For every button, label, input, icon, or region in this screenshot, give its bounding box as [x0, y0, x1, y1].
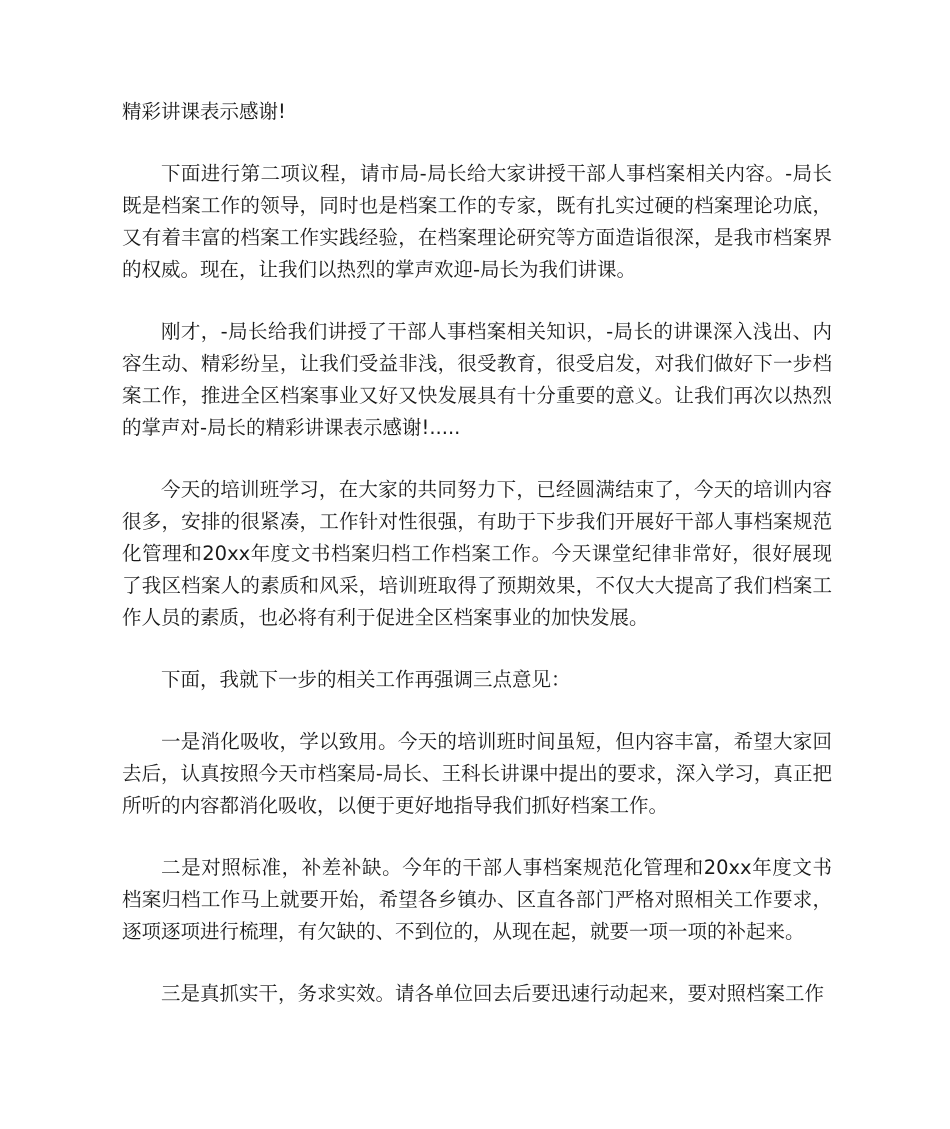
- paragraph-point-three: 三是真抓实干，务求实效。请各单位回去后要迅速行动起来，要对照档案工作: [161, 982, 825, 1005]
- paragraph-point-one: 一是消化吸收，学以致用。今天的培训班时间虽短，但内容丰富，希望大家回去后，认真按照今天市档案局-局长、王科长讲课中提出的要求，深入学习，真正把所听的内容都消化吸收，以便于更好地指导我们抓好档案工作。: [122, 730, 832, 817]
- paragraph-second-agenda: 下面进行第二项议程，请市局-局长给大家讲授干部人事档案相关内容。-局长既是档案工作的领导，同时也是档案工作的专家，既有扎实过硬的档案理论功底，又有着丰富的档案工作实践经验，在档案理论研究等方面造诣很深，是我市档案界的权威。现在，让我们以热烈的掌声欢迎-局长为我们讲课。: [122, 162, 832, 281]
- paragraph-point-two: 二是对照标准，补差补缺。今年的干部人事档案规范化管理和20xx年度文书档案归档工作马上就要开始，希望各乡镇办、区直各部门严格对照相关工作要求，逐项逐项进行梳理，有欠缺的、不到位的，从现在起，就要一项一项的补起来。: [122, 856, 832, 943]
- paragraph-closing-thanks: 精彩讲课表示感谢!: [122, 100, 286, 123]
- paragraph-lecture-summary: 刚才，-局长给我们讲授了干部人事档案相关知识，-局长的讲课深入浅出、内容生动、精彩纷呈，让我们受益非浅，很受教育，很受启发，对我们做好下一步档案工作，推进全区档案事业又好又快发展具有十分重要的意义。让我们再次以热烈的掌声对-局长的精彩讲课表示感谢!.....: [122, 320, 832, 439]
- paragraph-three-points-intro: 下面，我就下一步的相关工作再强调三点意见：: [161, 668, 571, 691]
- paragraph-training-conclusion: 今天的培训班学习，在大家的共同努力下，已经圆满结束了，今天的培训内容很多，安排的很紧凑，工作针对性很强，有助于下步我们开展好干部人事档案规范化管理和20xx年度文书档案归档工作档案工作。今天课堂纪律非常好，很好展现了我区档案人的素质和风采，培训班取得了预期效果，不仅大大提高了我们档案工作人员的素质，也必将有利于促进全区档案事业的加快发展。: [122, 478, 832, 629]
- document-body: [122, 96, 832, 1040]
